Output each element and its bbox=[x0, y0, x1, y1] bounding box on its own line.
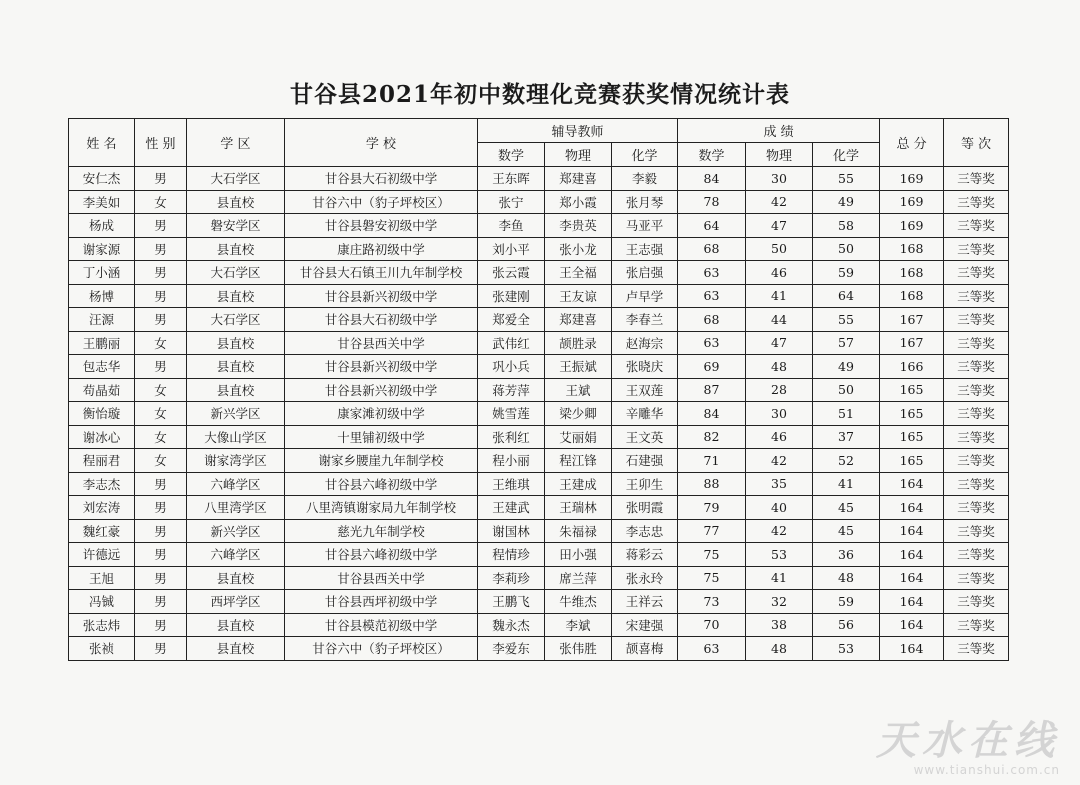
cell-name: 张志炜 bbox=[69, 613, 135, 637]
cell-score-physics: 41 bbox=[746, 566, 813, 590]
cell-score-chemistry: 45 bbox=[813, 496, 880, 520]
table-row bbox=[69, 613, 1009, 637]
cell-tutor-physics: 李贵英 bbox=[545, 214, 612, 238]
cell-score-math: 63 bbox=[678, 637, 746, 661]
cell-score-math: 87 bbox=[678, 378, 746, 402]
header-row-top bbox=[69, 119, 1009, 143]
cell-tutor-math: 张宁 bbox=[478, 190, 545, 214]
cell-rank: 三等奖 bbox=[944, 190, 1009, 214]
cell-score-physics: 42 bbox=[746, 190, 813, 214]
header-district: 学 区 bbox=[187, 119, 285, 167]
cell-score-chemistry: 51 bbox=[813, 402, 880, 426]
cell-score-math: 71 bbox=[678, 449, 746, 473]
table-row bbox=[69, 425, 1009, 449]
cell-rank: 三等奖 bbox=[944, 331, 1009, 355]
cell-gender: 女 bbox=[135, 378, 187, 402]
cell-tutor-chemistry: 张永玲 bbox=[612, 566, 678, 590]
cell-tutor-physics: 王建成 bbox=[545, 472, 612, 496]
cell-total: 169 bbox=[880, 190, 944, 214]
table-row bbox=[69, 637, 1009, 661]
cell-tutor-physics: 郑建喜 bbox=[545, 167, 612, 191]
cell-rank: 三等奖 bbox=[944, 449, 1009, 473]
table-row bbox=[69, 261, 1009, 285]
cell-tutor-physics: 李斌 bbox=[545, 613, 612, 637]
cell-tutor-chemistry: 李春兰 bbox=[612, 308, 678, 332]
cell-school: 康庄路初级中学 bbox=[285, 237, 478, 261]
cell-rank: 三等奖 bbox=[944, 566, 1009, 590]
cell-score-chemistry: 57 bbox=[813, 331, 880, 355]
cell-tutor-math: 武伟红 bbox=[478, 331, 545, 355]
table-row bbox=[69, 355, 1009, 379]
cell-score-chemistry: 59 bbox=[813, 261, 880, 285]
cell-gender: 男 bbox=[135, 637, 187, 661]
table-row bbox=[69, 590, 1009, 614]
cell-score-chemistry: 48 bbox=[813, 566, 880, 590]
cell-district: 县直校 bbox=[187, 284, 285, 308]
cell-gender: 男 bbox=[135, 543, 187, 567]
header-name: 姓 名 bbox=[69, 119, 135, 167]
cell-rank: 三等奖 bbox=[944, 284, 1009, 308]
watermark-url: www.tianshui.com.cn bbox=[913, 763, 1060, 777]
cell-tutor-chemistry: 颉喜梅 bbox=[612, 637, 678, 661]
cell-district: 大石学区 bbox=[187, 261, 285, 285]
cell-tutor-math: 王维琪 bbox=[478, 472, 545, 496]
cell-tutor-math: 李鱼 bbox=[478, 214, 545, 238]
cell-tutor-chemistry: 马亚平 bbox=[612, 214, 678, 238]
cell-tutor-math: 郑爱全 bbox=[478, 308, 545, 332]
cell-score-math: 68 bbox=[678, 237, 746, 261]
table-row bbox=[69, 519, 1009, 543]
table-row bbox=[69, 284, 1009, 308]
cell-tutor-physics: 王斌 bbox=[545, 378, 612, 402]
cell-tutor-physics: 张小龙 bbox=[545, 237, 612, 261]
cell-score-math: 77 bbox=[678, 519, 746, 543]
cell-score-physics: 46 bbox=[746, 425, 813, 449]
cell-total: 164 bbox=[880, 472, 944, 496]
cell-rank: 三等奖 bbox=[944, 543, 1009, 567]
cell-rank: 三等奖 bbox=[944, 613, 1009, 637]
cell-score-physics: 32 bbox=[746, 590, 813, 614]
cell-tutor-math: 王建武 bbox=[478, 496, 545, 520]
cell-score-chemistry: 53 bbox=[813, 637, 880, 661]
cell-gender: 男 bbox=[135, 519, 187, 543]
cell-total: 168 bbox=[880, 237, 944, 261]
cell-score-chemistry: 50 bbox=[813, 237, 880, 261]
cell-tutor-chemistry: 李志忠 bbox=[612, 519, 678, 543]
cell-total: 164 bbox=[880, 566, 944, 590]
cell-school: 甘谷县六峰初级中学 bbox=[285, 543, 478, 567]
table-row bbox=[69, 237, 1009, 261]
table-row bbox=[69, 190, 1009, 214]
cell-school: 甘谷县西关中学 bbox=[285, 566, 478, 590]
table-row bbox=[69, 214, 1009, 238]
cell-school: 甘谷县大石镇王川九年制学校 bbox=[285, 261, 478, 285]
cell-score-math: 88 bbox=[678, 472, 746, 496]
cell-score-chemistry: 58 bbox=[813, 214, 880, 238]
cell-score-physics: 47 bbox=[746, 214, 813, 238]
cell-name: 李志杰 bbox=[69, 472, 135, 496]
table-row bbox=[69, 402, 1009, 426]
cell-district: 谢家湾学区 bbox=[187, 449, 285, 473]
cell-score-chemistry: 49 bbox=[813, 190, 880, 214]
cell-school: 甘谷县新兴初级中学 bbox=[285, 355, 478, 379]
table-row bbox=[69, 331, 1009, 355]
cell-school: 甘谷县新兴初级中学 bbox=[285, 378, 478, 402]
cell-score-math: 84 bbox=[678, 402, 746, 426]
cell-score-math: 63 bbox=[678, 261, 746, 285]
cell-tutor-physics: 王友谅 bbox=[545, 284, 612, 308]
cell-name: 安仁杰 bbox=[69, 167, 135, 191]
header-score-math: 数学 bbox=[678, 143, 746, 167]
cell-name: 程丽君 bbox=[69, 449, 135, 473]
cell-school: 甘谷六中（豹子坪校区） bbox=[285, 637, 478, 661]
cell-name: 丁小涵 bbox=[69, 261, 135, 285]
cell-score-chemistry: 50 bbox=[813, 378, 880, 402]
cell-tutor-physics: 王瑞林 bbox=[545, 496, 612, 520]
cell-school: 慈光九年制学校 bbox=[285, 519, 478, 543]
cell-district: 县直校 bbox=[187, 190, 285, 214]
header-rank: 等 次 bbox=[944, 119, 1009, 167]
cell-score-chemistry: 49 bbox=[813, 355, 880, 379]
cell-name: 刘宏涛 bbox=[69, 496, 135, 520]
cell-gender: 男 bbox=[135, 590, 187, 614]
cell-score-math: 64 bbox=[678, 214, 746, 238]
cell-district: 磐安学区 bbox=[187, 214, 285, 238]
cell-score-chemistry: 37 bbox=[813, 425, 880, 449]
cell-total: 165 bbox=[880, 425, 944, 449]
cell-district: 县直校 bbox=[187, 637, 285, 661]
cell-score-chemistry: 55 bbox=[813, 308, 880, 332]
cell-tutor-math: 魏永杰 bbox=[478, 613, 545, 637]
table-row bbox=[69, 472, 1009, 496]
cell-score-chemistry: 41 bbox=[813, 472, 880, 496]
cell-tutor-math: 张建刚 bbox=[478, 284, 545, 308]
cell-school: 十里铺初级中学 bbox=[285, 425, 478, 449]
table-row bbox=[69, 449, 1009, 473]
header-score-physics: 物理 bbox=[746, 143, 813, 167]
cell-tutor-math: 蒋芳萍 bbox=[478, 378, 545, 402]
cell-score-physics: 42 bbox=[746, 449, 813, 473]
cell-rank: 三等奖 bbox=[944, 261, 1009, 285]
cell-tutor-math: 王东晖 bbox=[478, 167, 545, 191]
cell-district: 县直校 bbox=[187, 378, 285, 402]
cell-score-math: 79 bbox=[678, 496, 746, 520]
cell-tutor-physics: 牛维杰 bbox=[545, 590, 612, 614]
cell-tutor-math: 姚雪莲 bbox=[478, 402, 545, 426]
cell-gender: 男 bbox=[135, 355, 187, 379]
cell-total: 164 bbox=[880, 613, 944, 637]
cell-tutor-physics: 张伟胜 bbox=[545, 637, 612, 661]
page-title: 甘谷县2021年初中数理化竞赛获奖情况统计表 bbox=[289, 81, 790, 108]
cell-score-chemistry: 36 bbox=[813, 543, 880, 567]
cell-score-physics: 30 bbox=[746, 167, 813, 191]
cell-school: 甘谷县新兴初级中学 bbox=[285, 284, 478, 308]
cell-name: 谢家源 bbox=[69, 237, 135, 261]
cell-district: 西坪学区 bbox=[187, 590, 285, 614]
cell-tutor-chemistry: 石建强 bbox=[612, 449, 678, 473]
cell-school: 甘谷县磐安初级中学 bbox=[285, 214, 478, 238]
cell-school: 甘谷县西坪初级中学 bbox=[285, 590, 478, 614]
cell-rank: 三等奖 bbox=[944, 519, 1009, 543]
cell-district: 六峰学区 bbox=[187, 472, 285, 496]
cell-rank: 三等奖 bbox=[944, 308, 1009, 332]
cell-total: 165 bbox=[880, 378, 944, 402]
cell-school: 谢家乡腰崖九年制学校 bbox=[285, 449, 478, 473]
cell-tutor-math: 程情珍 bbox=[478, 543, 545, 567]
cell-name: 张祯 bbox=[69, 637, 135, 661]
table-row bbox=[69, 566, 1009, 590]
cell-score-math: 73 bbox=[678, 590, 746, 614]
cell-school: 甘谷六中（豹子坪校区） bbox=[285, 190, 478, 214]
cell-rank: 三等奖 bbox=[944, 167, 1009, 191]
cell-score-math: 70 bbox=[678, 613, 746, 637]
cell-score-chemistry: 56 bbox=[813, 613, 880, 637]
cell-tutor-chemistry: 赵海宗 bbox=[612, 331, 678, 355]
cell-gender: 男 bbox=[135, 284, 187, 308]
cell-name: 谢冰心 bbox=[69, 425, 135, 449]
cell-rank: 三等奖 bbox=[944, 237, 1009, 261]
cell-score-math: 75 bbox=[678, 543, 746, 567]
cell-total: 164 bbox=[880, 590, 944, 614]
cell-score-physics: 48 bbox=[746, 355, 813, 379]
cell-score-math: 78 bbox=[678, 190, 746, 214]
cell-tutor-chemistry: 王文英 bbox=[612, 425, 678, 449]
cell-score-physics: 30 bbox=[746, 402, 813, 426]
cell-tutor-physics: 王振斌 bbox=[545, 355, 612, 379]
header-gender: 性 别 bbox=[135, 119, 187, 167]
header-score-chemistry: 化学 bbox=[813, 143, 880, 167]
cell-gender: 男 bbox=[135, 613, 187, 637]
cell-score-physics: 35 bbox=[746, 472, 813, 496]
cell-school: 康家滩初级中学 bbox=[285, 402, 478, 426]
cell-tutor-math: 刘小平 bbox=[478, 237, 545, 261]
cell-gender: 男 bbox=[135, 261, 187, 285]
cell-total: 167 bbox=[880, 331, 944, 355]
cell-score-chemistry: 52 bbox=[813, 449, 880, 473]
cell-name: 包志华 bbox=[69, 355, 135, 379]
cell-score-chemistry: 64 bbox=[813, 284, 880, 308]
cell-name: 汪源 bbox=[69, 308, 135, 332]
cell-tutor-math: 巩小兵 bbox=[478, 355, 545, 379]
cell-tutor-chemistry: 王卯生 bbox=[612, 472, 678, 496]
table-row bbox=[69, 378, 1009, 402]
cell-name: 冯铖 bbox=[69, 590, 135, 614]
cell-total: 165 bbox=[880, 402, 944, 426]
cell-school: 甘谷县西关中学 bbox=[285, 331, 478, 355]
watermark bbox=[876, 719, 1060, 777]
cell-gender: 男 bbox=[135, 308, 187, 332]
cell-score-math: 68 bbox=[678, 308, 746, 332]
cell-rank: 三等奖 bbox=[944, 425, 1009, 449]
cell-tutor-chemistry: 张晓庆 bbox=[612, 355, 678, 379]
cell-tutor-math: 李莉珍 bbox=[478, 566, 545, 590]
cell-total: 167 bbox=[880, 308, 944, 332]
cell-score-physics: 50 bbox=[746, 237, 813, 261]
cell-district: 县直校 bbox=[187, 566, 285, 590]
cell-tutor-chemistry: 卢早学 bbox=[612, 284, 678, 308]
cell-school: 甘谷县模范初级中学 bbox=[285, 613, 478, 637]
cell-total: 164 bbox=[880, 637, 944, 661]
table-row bbox=[69, 543, 1009, 567]
cell-rank: 三等奖 bbox=[944, 214, 1009, 238]
cell-total: 164 bbox=[880, 543, 944, 567]
table-row bbox=[69, 496, 1009, 520]
cell-district: 大石学区 bbox=[187, 167, 285, 191]
cell-tutor-chemistry: 蒋彩云 bbox=[612, 543, 678, 567]
table-body bbox=[69, 167, 1009, 661]
cell-district: 八里湾学区 bbox=[187, 496, 285, 520]
cell-gender: 男 bbox=[135, 214, 187, 238]
cell-tutor-physics: 田小强 bbox=[545, 543, 612, 567]
cell-total: 166 bbox=[880, 355, 944, 379]
cell-tutor-math: 李爱东 bbox=[478, 637, 545, 661]
cell-name: 苟晶茹 bbox=[69, 378, 135, 402]
cell-school: 甘谷县六峰初级中学 bbox=[285, 472, 478, 496]
cell-score-physics: 48 bbox=[746, 637, 813, 661]
cell-tutor-physics: 艾丽娟 bbox=[545, 425, 612, 449]
header-tutor-chemistry: 化学 bbox=[612, 143, 678, 167]
cell-gender: 男 bbox=[135, 237, 187, 261]
cell-school: 甘谷县大石初级中学 bbox=[285, 308, 478, 332]
cell-score-math: 75 bbox=[678, 566, 746, 590]
cell-tutor-math: 王鹏飞 bbox=[478, 590, 545, 614]
cell-tutor-physics: 王全福 bbox=[545, 261, 612, 285]
cell-tutor-chemistry: 李毅 bbox=[612, 167, 678, 191]
cell-total: 164 bbox=[880, 519, 944, 543]
cell-score-physics: 46 bbox=[746, 261, 813, 285]
cell-name: 许德远 bbox=[69, 543, 135, 567]
cell-total: 169 bbox=[880, 214, 944, 238]
cell-tutor-physics: 席兰萍 bbox=[545, 566, 612, 590]
cell-name: 王鹏丽 bbox=[69, 331, 135, 355]
cell-total: 165 bbox=[880, 449, 944, 473]
cell-score-physics: 53 bbox=[746, 543, 813, 567]
cell-rank: 三等奖 bbox=[944, 402, 1009, 426]
cell-tutor-math: 程小丽 bbox=[478, 449, 545, 473]
cell-rank: 三等奖 bbox=[944, 378, 1009, 402]
cell-total: 168 bbox=[880, 261, 944, 285]
cell-score-physics: 28 bbox=[746, 378, 813, 402]
cell-district: 县直校 bbox=[187, 613, 285, 637]
cell-tutor-chemistry: 张启强 bbox=[612, 261, 678, 285]
watermark-logo: 天水在线 bbox=[876, 718, 1060, 764]
cell-rank: 三等奖 bbox=[944, 355, 1009, 379]
table-row bbox=[69, 167, 1009, 191]
cell-school: 甘谷县大石初级中学 bbox=[285, 167, 478, 191]
cell-tutor-chemistry: 王祥云 bbox=[612, 590, 678, 614]
cell-district: 县直校 bbox=[187, 331, 285, 355]
header-tutor-math: 数学 bbox=[478, 143, 545, 167]
cell-district: 县直校 bbox=[187, 355, 285, 379]
cell-tutor-physics: 朱福禄 bbox=[545, 519, 612, 543]
cell-tutor-physics: 梁少卿 bbox=[545, 402, 612, 426]
cell-gender: 女 bbox=[135, 425, 187, 449]
cell-tutor-math: 张云霞 bbox=[478, 261, 545, 285]
cell-name: 李美如 bbox=[69, 190, 135, 214]
cell-gender: 男 bbox=[135, 167, 187, 191]
header-total: 总 分 bbox=[880, 119, 944, 167]
cell-district: 新兴学区 bbox=[187, 519, 285, 543]
cell-tutor-chemistry: 宋建强 bbox=[612, 613, 678, 637]
cell-gender: 男 bbox=[135, 496, 187, 520]
cell-total: 169 bbox=[880, 167, 944, 191]
header-school: 学 校 bbox=[285, 119, 478, 167]
cell-district: 县直校 bbox=[187, 237, 285, 261]
awards-table bbox=[68, 118, 1009, 661]
cell-tutor-chemistry: 张明霞 bbox=[612, 496, 678, 520]
cell-score-math: 63 bbox=[678, 284, 746, 308]
cell-tutor-physics: 程江锋 bbox=[545, 449, 612, 473]
cell-score-physics: 47 bbox=[746, 331, 813, 355]
cell-score-math: 84 bbox=[678, 167, 746, 191]
cell-score-physics: 40 bbox=[746, 496, 813, 520]
cell-gender: 男 bbox=[135, 472, 187, 496]
cell-rank: 三等奖 bbox=[944, 496, 1009, 520]
cell-gender: 女 bbox=[135, 331, 187, 355]
cell-gender: 女 bbox=[135, 402, 187, 426]
cell-name: 杨博 bbox=[69, 284, 135, 308]
cell-gender: 男 bbox=[135, 566, 187, 590]
cell-tutor-chemistry: 王志强 bbox=[612, 237, 678, 261]
cell-score-physics: 42 bbox=[746, 519, 813, 543]
header-scores: 成 绩 bbox=[678, 119, 880, 143]
cell-tutor-chemistry: 张月琴 bbox=[612, 190, 678, 214]
cell-name: 王旭 bbox=[69, 566, 135, 590]
cell-name: 衡怡璇 bbox=[69, 402, 135, 426]
cell-gender: 女 bbox=[135, 190, 187, 214]
cell-school: 八里湾镇谢家局九年制学校 bbox=[285, 496, 478, 520]
cell-tutor-physics: 郑小霞 bbox=[545, 190, 612, 214]
cell-gender: 女 bbox=[135, 449, 187, 473]
cell-score-chemistry: 59 bbox=[813, 590, 880, 614]
cell-score-chemistry: 45 bbox=[813, 519, 880, 543]
cell-district: 新兴学区 bbox=[187, 402, 285, 426]
cell-name: 魏红豪 bbox=[69, 519, 135, 543]
header-tutor-physics: 物理 bbox=[545, 143, 612, 167]
cell-total: 164 bbox=[880, 496, 944, 520]
cell-total: 168 bbox=[880, 284, 944, 308]
cell-tutor-physics: 颉胜录 bbox=[545, 331, 612, 355]
cell-rank: 三等奖 bbox=[944, 472, 1009, 496]
cell-score-physics: 38 bbox=[746, 613, 813, 637]
cell-tutor-physics: 郑建喜 bbox=[545, 308, 612, 332]
cell-tutor-chemistry: 辛雕华 bbox=[612, 402, 678, 426]
cell-score-math: 63 bbox=[678, 331, 746, 355]
cell-score-chemistry: 55 bbox=[813, 167, 880, 191]
cell-tutor-math: 张利红 bbox=[478, 425, 545, 449]
table-row bbox=[69, 308, 1009, 332]
cell-score-math: 69 bbox=[678, 355, 746, 379]
cell-tutor-chemistry: 王双莲 bbox=[612, 378, 678, 402]
cell-rank: 三等奖 bbox=[944, 637, 1009, 661]
cell-district: 大像山学区 bbox=[187, 425, 285, 449]
cell-score-physics: 41 bbox=[746, 284, 813, 308]
cell-rank: 三等奖 bbox=[944, 590, 1009, 614]
header-tutors: 辅导教师 bbox=[478, 119, 678, 143]
cell-name: 杨成 bbox=[69, 214, 135, 238]
cell-score-physics: 44 bbox=[746, 308, 813, 332]
cell-tutor-math: 谢国林 bbox=[478, 519, 545, 543]
cell-score-math: 82 bbox=[678, 425, 746, 449]
cell-district: 大石学区 bbox=[187, 308, 285, 332]
cell-district: 六峰学区 bbox=[187, 543, 285, 567]
